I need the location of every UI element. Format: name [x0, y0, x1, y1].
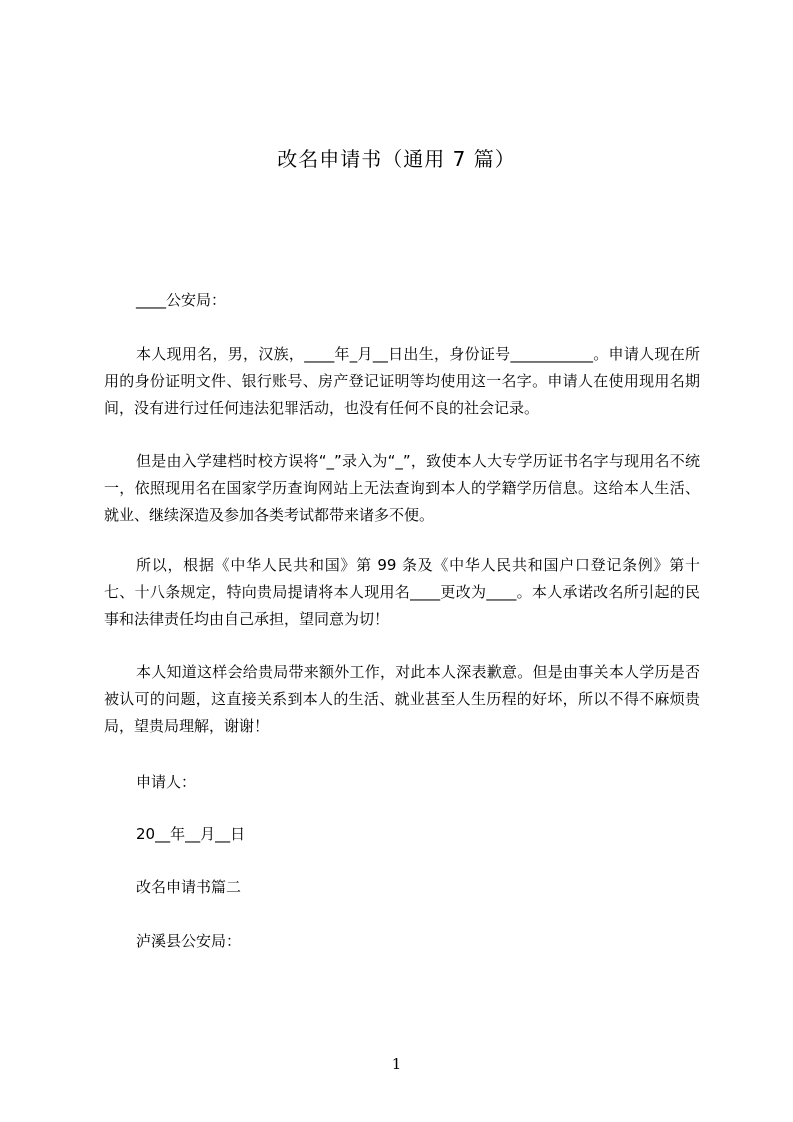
date-line: 20__年__月__日 — [136, 825, 246, 843]
paragraph-2: 但是由入学建档时校方误将“_”录入为“_”，致使本人大专学历证书名字与现用名不统一，依照现用名在国家学历查询网站上无法查询到本人的学籍学历信息。这给本人生活、就业、继续深造及参加各类考试都带来诸多不便。 — [104, 452, 700, 524]
paragraph-3: 所以，根据《中华人民共和国》第 99 条及《中华人民共和国户口登记条例》第十七、十八条规定，特向贵局提请将本人现用名____更改为____。本人承诺改名所引起的民事和法律责任均由自己承担，望同意为切！ — [104, 556, 700, 628]
paragraph-1: 本人现用名，男，汉族，____年_月__日出生，身份证号___________。申请人现在所用的身份证明文件、银行账号、房产登记证明等均使用这一名字。申请人在使用现用名期间，没有进行过任何违法犯罪活动，也没有任何不良的社会记录。 — [104, 345, 700, 417]
page-number: 1 — [391, 1055, 402, 1073]
section-heading: 改名申请书篇二 — [136, 878, 242, 896]
document-title: 改名申请书（通用 7 篇） — [277, 147, 516, 171]
salutation: ____公安局： — [136, 291, 227, 309]
paragraph-4: 本人知道这样会给贵局带来额外工作，对此本人深表歉意。但是由事关本人学历是否被认可的问题，这直接关系到本人的生活、就业甚至人生历程的好坏，所以不得不麻烦贵局，望贵局理解，谢谢！ — [104, 663, 700, 735]
applicant-label: 申请人： — [136, 773, 197, 791]
second-salutation: 泸溪县公安局： — [136, 932, 242, 950]
